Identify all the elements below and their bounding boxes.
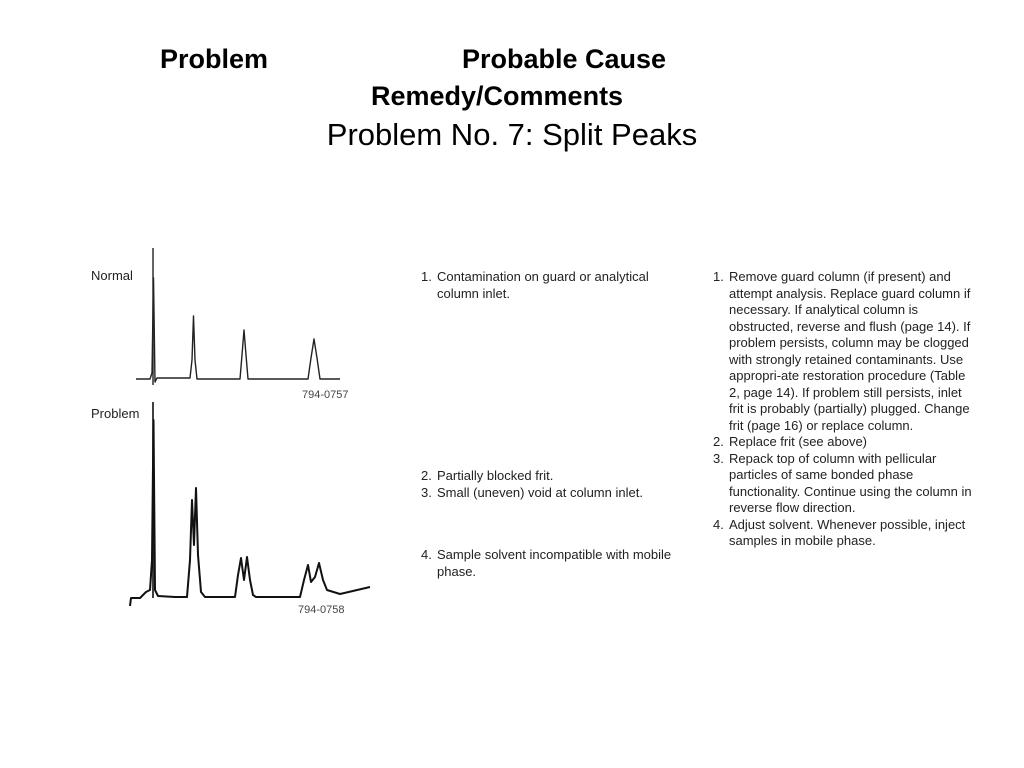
header-probable-cause: Probable Cause	[462, 44, 667, 74]
cause-list-1	[421, 269, 681, 302]
remedy-text: Remove guard column (if present) and attempt analysis. Replace guard column if necessary. If analytical column is obstructed, reverse and flush (page 14). If problem persists, column may be clogged with strongly retained contaminants. Use appropri-ate restoration procedure (Table 2, page 14). If problem still persists, inlet frit is probably (partially) plugged. Change frit (page 16) or replace column.	[729, 269, 971, 433]
cause-item	[421, 485, 681, 502]
cause-list-4	[421, 547, 681, 580]
slide-title: Problem No. 7: Split Peaks	[326, 117, 698, 152]
cause-number: 1.	[421, 269, 432, 284]
remedy-item	[713, 451, 973, 517]
remedy-number: 2.	[713, 434, 724, 449]
cause-text: Partially blocked frit.	[437, 468, 554, 483]
problem-label: Problem	[91, 406, 140, 421]
header-problem: Problem	[160, 44, 269, 74]
normal-figure-code: 794-0757	[302, 389, 349, 401]
remedy-text: Adjust solvent. Whenever possible, inject samples in mobile phase.	[729, 516, 966, 548]
normal-chromatogram	[136, 248, 340, 385]
problem-figure-code: 794-0758	[298, 604, 345, 616]
remedy-list	[713, 269, 973, 550]
remedy-text: Replace frit (see above)	[729, 434, 868, 449]
remedy-item	[713, 434, 973, 451]
remedy-number: 1.	[713, 269, 724, 284]
remedy-number: 4.	[713, 516, 724, 532]
remedy-item	[713, 269, 973, 434]
normal-trace	[136, 278, 340, 382]
cause-text: Sample solvent incompatible with mobile phase.	[437, 547, 672, 579]
chromatogram-figure	[0, 0, 400, 640]
cause-list-2-3	[421, 468, 681, 501]
cause-item	[421, 468, 681, 485]
cause-number: 3.	[421, 484, 432, 500]
cause-text: Contamination on guard or analytical column inlet.	[437, 269, 649, 301]
cause-number: 4.	[421, 547, 432, 562]
normal-label: Normal	[91, 268, 133, 283]
header-remedy-comments: Remedy/Comments	[371, 81, 624, 111]
remedy-item	[713, 517, 973, 550]
remedy-text: Repack top of column with pellicular particles of same bonded phase functionality. Continue using the column in reverse flow direction.	[729, 450, 972, 515]
cause-text: Small (uneven) void at column inlet.	[437, 484, 643, 500]
cause-item	[421, 547, 681, 580]
cause-number: 2.	[421, 468, 432, 483]
cause-item	[421, 269, 681, 302]
problem-trace	[130, 420, 370, 606]
remedy-number: 3.	[713, 450, 724, 466]
problem-chromatogram	[130, 402, 370, 606]
